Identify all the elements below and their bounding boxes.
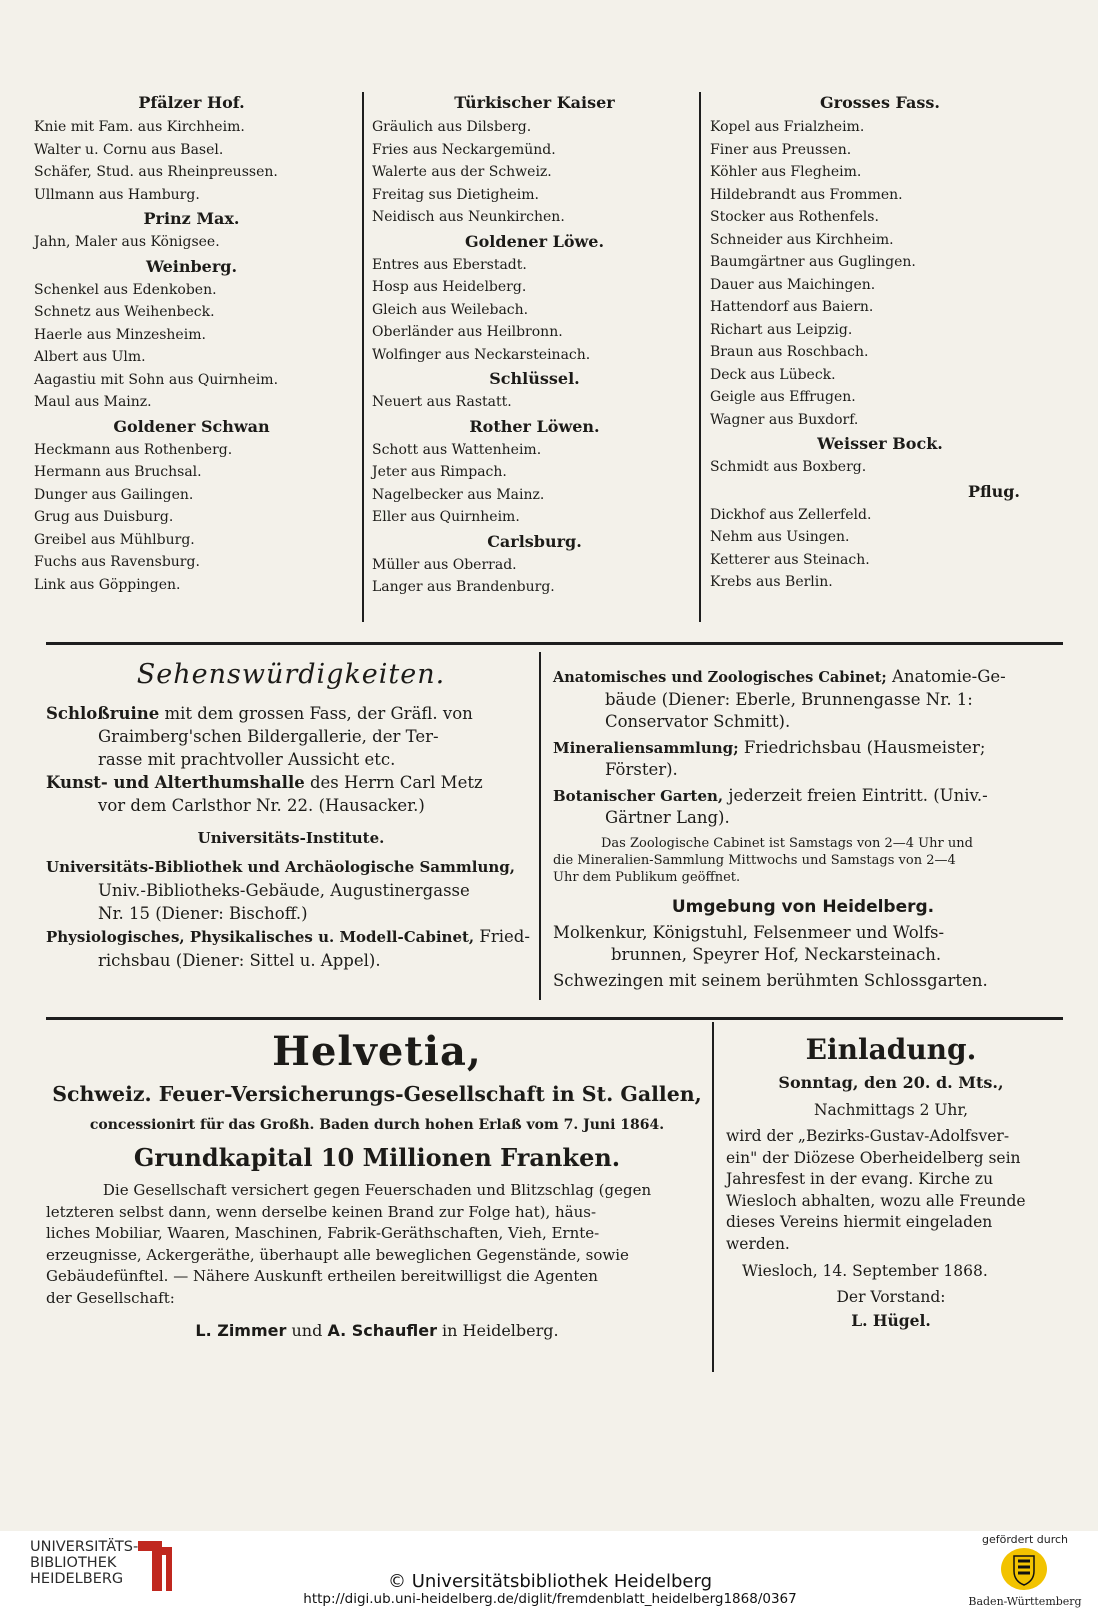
hotel-name: Goldener Löwe. — [464, 231, 605, 251]
hotel-name: Goldener Schwan — [113, 416, 270, 436]
helvetia-subtitle: Schweiz. Feuer-Versicherungs-Gesellschaft in St. Gallen, — [52, 1082, 702, 1106]
guest-line: Schnetz aus Weihenbeck. — [34, 304, 215, 320]
sight-text: des Herrn Carl Metz — [309, 773, 483, 792]
hotel-name: Grosses Fass. — [820, 93, 940, 112]
guest-line: Heckmann aus Rothenberg. — [34, 441, 233, 458]
institute-title: Universitäts-Institute. — [197, 829, 385, 847]
sight-text: Anatomie-Ge- — [892, 667, 1006, 686]
agent-place: in Heidelberg. — [442, 1321, 559, 1340]
funding-label: gefördert durch — [981, 1533, 1069, 1546]
guest-line: Geigle aus Effrugen. — [710, 389, 856, 405]
guest-line: Krebs aus Berlin. — [710, 574, 833, 590]
guest-line: Haerle aus Minzesheim. — [34, 326, 206, 343]
section-rule — [46, 642, 1063, 645]
opening-note — [553, 835, 1053, 886]
guest-line: Link aus Göppingen. — [34, 576, 181, 593]
einladung-place-date: Wiesloch, 14. September 1868. — [742, 1262, 988, 1280]
guest-line: Dunger aus Gailingen. — [34, 486, 194, 503]
guest-line: Müller aus Oberrad. — [372, 556, 517, 573]
guest-line: Grug aus Duisburg. — [34, 509, 174, 525]
sight-bibliothek — [46, 856, 536, 925]
guest-line: Ullmann aus Hamburg. — [34, 186, 200, 203]
guest-line: Stocker aus Rothenfels. — [710, 209, 879, 225]
sight-lead: Anatomisches und Zoologisches Cabinet; — [553, 669, 887, 686]
hotel-column-1 — [34, 93, 349, 596]
source-url[interactable]: http://digi.ub.uni-heidelberg.de/diglit/fremdenblatt_heidelberg1868/0367 — [303, 1591, 797, 1607]
sight-text: bäude (Diener: Eberle, Brunnengasse Nr. 1: — [605, 690, 973, 709]
column-rule — [699, 92, 701, 622]
sight-lead: Botanischer Garten, — [553, 787, 724, 805]
guest-line: Neuert aus Rastatt. — [372, 394, 512, 410]
hotel-name: Carlsburg. — [487, 531, 582, 551]
guest-line: Albert aus Ulm. — [34, 349, 146, 365]
guest-line: Schäfer, Stud. aus Rheinpreussen. — [34, 164, 278, 180]
sight-text: mit dem grossen Fass, der Gräfl. von — [164, 704, 473, 723]
einladung-line: dieses Vereins hiermit eingeladen — [726, 1213, 993, 1231]
guest-line: Aagastiu mit Sohn aus Quirnheim. — [34, 371, 279, 388]
agent-name: L. Zimmer — [195, 1321, 287, 1340]
sight-text: rasse mit prachtvoller Aussicht etc. — [98, 750, 396, 769]
sight-lead: Kunst- und Alterthumshalle — [46, 773, 305, 792]
guest-line: Nehm aus Usingen. — [710, 529, 850, 545]
sight-mineralien — [553, 737, 1053, 781]
hotel-column-3 — [710, 93, 1050, 594]
hotel-name: Türkischer Kaiser — [454, 93, 615, 112]
guest-line: Ketterer aus Steinach. — [710, 551, 870, 568]
guest-line: Entres aus Eberstadt. — [372, 256, 527, 273]
sight-schloss — [46, 702, 536, 771]
hotel-name: Prinz Max. — [143, 209, 240, 228]
umgebung-title: Umgebung von Heidelberg. — [671, 897, 935, 917]
note-line: Das Zoologische Cabinet ist Samstags von 2—4 Uhr und — [601, 836, 973, 851]
guest-line: Kopel aus Frialzheim. — [710, 119, 865, 135]
guest-line: Nagelbecker aus Mainz. — [372, 486, 545, 503]
column-rule — [712, 1022, 714, 1372]
guest-line: Gräulich aus Dilsberg. — [372, 119, 532, 135]
hotel-name: Weisser Bock. — [817, 434, 943, 453]
guest-line: Jeter aus Rimpach. — [372, 464, 507, 480]
guest-line: Langer aus Brandenburg. — [372, 579, 555, 595]
body-line: der Gesellschaft: — [46, 1288, 175, 1307]
sight-text: vor dem Carlsthor Nr. 22. (Hausacker.) — [98, 796, 425, 815]
body-line: Gebäudefünftel. — Nähere Auskunft ertheilen bereitwilligst die Agenten — [46, 1267, 598, 1285]
copyright-notice: © Universitätsbibliothek Heidelberg — [387, 1571, 712, 1592]
library-logo-line: BIBLIOTHEK — [30, 1555, 117, 1571]
body-line: erzeugnisse, Ackergeräthe, überhaupt alle beweglichen Gegenstände, sowie — [46, 1245, 629, 1264]
helvetia-capital: Grundkapital 10 Millionen Franken. — [133, 1143, 621, 1172]
einladung-line: ein" der Diözese Oberheidelberg sein — [726, 1148, 1021, 1167]
guest-line: Wagner aus Buxdorf. — [710, 411, 859, 428]
guest-line: Schmidt aus Boxberg. — [710, 459, 867, 475]
guest-line: Fuchs aus Ravensburg. — [34, 554, 200, 570]
einladung-line: werden. — [726, 1234, 790, 1253]
guest-line: Schenkel aus Edenkoben. — [34, 281, 217, 298]
umgebung-line: Molkenkur, Königstuhl, Felsenmeer und Wolfs- — [553, 923, 945, 942]
state-label: Baden-Württemberg — [968, 1595, 1082, 1608]
sight-text: Förster). — [605, 760, 678, 779]
sights-title: Sehenswürdigkeiten. — [136, 659, 446, 690]
library-logo-line: HEIDELBERG — [30, 1571, 124, 1587]
guest-line: Richart aus Leipzig. — [710, 321, 853, 338]
sight-text: Graimberg'schen Bildergallerie, der Ter- — [98, 727, 439, 746]
einladung-line: Wiesloch abhalten, wozu alle Freunde — [726, 1191, 1026, 1210]
guest-line: Jahn, Maler aus Königsee. — [34, 234, 220, 250]
sight-physio — [46, 925, 536, 972]
einladung-title: Einladung. — [805, 1033, 977, 1066]
column-rule — [539, 652, 541, 1000]
sight-anatomie — [553, 666, 1053, 733]
sight-garten — [553, 785, 1053, 829]
einladung-signature: L. Hügel. — [851, 1311, 931, 1330]
hotel-name: Weinberg. — [145, 256, 238, 276]
digitization-footer — [0, 1531, 1098, 1611]
einladung-notice — [726, 1030, 1056, 1332]
sight-text: Fried- — [479, 927, 530, 946]
agent-conjunction: und — [291, 1321, 323, 1340]
guest-line: Knie mit Fam. aus Kirchheim. — [34, 119, 245, 135]
guest-line: Freitag sus Dietigheim. — [372, 186, 539, 203]
guest-line: Hattendorf aus Baiern. — [710, 299, 874, 315]
sight-lead: Mineraliensammlung; — [553, 739, 739, 757]
body-line: liches Mobiliar, Waaren, Maschinen, Fabrik-Geräthschaften, Vieh, Ernte- — [46, 1224, 600, 1242]
umgebung-line: brunnen, Speyrer Hof, Neckarsteinach. — [611, 945, 942, 964]
guest-line: Greibel aus Mühlburg. — [34, 531, 195, 548]
guest-line: Hermann aus Bruchsal. — [34, 464, 202, 480]
sight-text: richsbau (Diener: Sittel u. Appel). — [98, 951, 381, 970]
section-rule — [46, 1017, 1063, 1020]
sight-text: Conservator Schmitt). — [605, 712, 791, 731]
sight-text: Nr. 15 (Diener: Bischoff.) — [98, 904, 308, 923]
guest-line: Neidisch aus Neunkirchen. — [372, 209, 565, 225]
guest-line: Hosp aus Heidelberg. — [372, 279, 527, 295]
guest-line: Schneider aus Kirchheim. — [710, 231, 894, 248]
helvetia-concession: concessionirt für das Großh. Baden durch hohen Erlaß vom 7. Juni 1864. — [89, 1117, 665, 1133]
sights-left — [46, 650, 536, 972]
sight-lead: Universitäts-Bibliothek und Archäologische Sammlung, — [46, 858, 515, 876]
guest-line: Wolfinger aus Neckarsteinach. — [372, 346, 591, 363]
guest-line: Schott aus Wattenheim. — [372, 441, 542, 458]
einladung-line: wird der „Bezirks-Gustav-Adolfsver- — [726, 1127, 1010, 1145]
body-line: letzteren selbst dann, wenn derselbe keinen Brand zur Folge hat), häus- — [46, 1202, 597, 1221]
helvetia-title: Helvetia, — [272, 1028, 482, 1075]
guest-line: Köhler aus Flegheim. — [710, 164, 862, 180]
sight-text: Gärtner Lang). — [605, 808, 730, 827]
guest-line: Oberländer aus Heilbronn. — [372, 324, 563, 340]
state-crest-icon — [1000, 1547, 1048, 1591]
agent-name: A. Schaufler — [327, 1321, 437, 1340]
guest-line: Finer aus Preussen. — [710, 141, 852, 158]
library-mark-icon — [132, 1537, 178, 1595]
umgebung-line: Schwezingen mit seinem berühmten Schlossgarten. — [553, 971, 988, 990]
hotel-column-2 — [372, 93, 697, 599]
einladung-time: Nachmittags 2 Uhr, — [813, 1101, 969, 1119]
guest-line: Hildebrandt aus Frommen. — [710, 186, 903, 203]
guest-line: Braun aus Roschbach. — [710, 344, 869, 360]
sight-text: jederzeit freien Eintritt. (Univ.- — [728, 786, 988, 805]
helvetia-agents — [46, 1315, 708, 1347]
einladung-board: Der Vorstand: — [836, 1287, 946, 1306]
hotel-name: Schlüssel. — [489, 369, 580, 388]
sights-right — [553, 666, 1053, 992]
hotel-name: Rother Löwen. — [469, 416, 600, 436]
sight-text: Univ.-Bibliotheks-Gebäude, Augustinergasse — [98, 881, 470, 900]
guest-line: Dauer aus Maichingen. — [710, 276, 876, 293]
guest-line: Fries aus Neckargemünd. — [372, 141, 556, 158]
guest-line: Maul aus Mainz. — [34, 394, 152, 410]
guest-line: Gleich aus Weilebach. — [372, 301, 529, 318]
einladung-date: Sonntag, den 20. d. Mts., — [778, 1073, 1004, 1092]
guest-line: Eller aus Quirnheim. — [372, 509, 520, 525]
hotel-name: Pfälzer Hof. — [138, 93, 245, 112]
helvetia-body — [46, 1180, 708, 1309]
einladung-line: Jahresfest in der evang. Kirche zu — [726, 1170, 994, 1188]
sight-kunst — [46, 771, 536, 817]
body-line: Die Gesellschaft versichert gegen Feuerschaden und Blitzschlag (gegen — [102, 1181, 652, 1199]
guest-line: Deck aus Lübeck. — [710, 366, 836, 383]
guest-line: Walerte aus der Schweiz. — [372, 164, 552, 180]
hotel-name: Pflug. — [967, 481, 1020, 501]
note-line: Uhr dem Publikum geöffnet. — [553, 870, 741, 885]
helvetia-ad — [46, 1026, 708, 1347]
sight-lead: Schloßruine — [46, 704, 160, 723]
guest-line: Dickhof aus Zellerfeld. — [710, 506, 872, 523]
guest-line: Baumgärtner aus Guglingen. — [710, 254, 916, 270]
guest-line: Walter u. Cornu aus Basel. — [34, 141, 224, 158]
sight-lead: Physiologisches, Physikalisches u. Modell-Cabinet, — [46, 928, 475, 946]
library-logo-line: UNIVERSITÄTS- — [30, 1539, 139, 1555]
note-line: die Mineralien-Sammlung Mittwochs und Samstags von 2—4 — [553, 853, 956, 868]
sight-text: Friedrichsbau (Hausmeister; — [743, 738, 986, 757]
column-rule — [362, 92, 364, 622]
